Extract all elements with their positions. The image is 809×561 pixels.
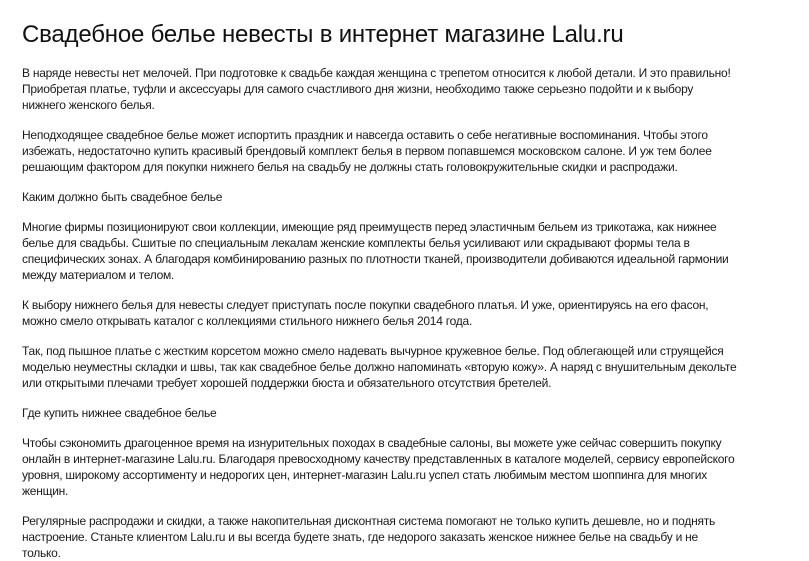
text-line: настроение. Станьте клиентом Lalu.ru и вы всегда будете знать, где недорого заказать женское нижнее белье на свадьбу и не [22, 530, 698, 544]
paragraph [22, 219, 809, 283]
text-line: можно смело открывать каталог с коллекциями стильного нижнего белья 2014 года. [22, 314, 473, 328]
text-line: между материалом и телом. [22, 268, 175, 282]
paragraph [22, 343, 809, 391]
text-line: Каким должно быть свадебное белье [22, 190, 223, 204]
section-heading [22, 405, 809, 421]
text-line: Многие фирмы позиционируют свои коллекции, имеющие ряд преимуществ перед эластичным бельем из трикотажа, как нижнее [22, 220, 717, 234]
text-line: или открытыми плечами требует хорошей поддержки бюста и обязательного отсутствия бретелей. [22, 376, 552, 390]
text-line: Так, под пышное платье с жестким корсетом можно смело надевать вычурное кружевное белье. Под облегающей или струящейся [22, 344, 724, 358]
article-body [22, 65, 809, 561]
text-line: Неподходящее свадебное белье может испортить праздник и навсегда оставить о себе негативные воспоминания. Чтобы этого [22, 128, 708, 142]
paragraph [22, 65, 809, 113]
text-line: Приобретая платье, туфли и аксессуары для самого счастливого дня жизни, необходимо также серьезно подойти и к выбору [22, 82, 694, 96]
paragraph [22, 127, 809, 175]
text-line: Регулярные распродажи и скидки, а также накопительная дисконтная система помогают не только купить дешевле, но и поднять [22, 514, 715, 528]
text-line: Где купить нижнее свадебное белье [22, 406, 217, 420]
text-line: нижнего женского белья. [22, 98, 155, 112]
page-title: Свадебное белье невесты в интернет магазине Lalu.ru [22, 21, 624, 48]
section-heading [22, 189, 809, 205]
text-line: уровня, широкому ассортименту и недорогих цен, интернет-магазин Lalu.ru успел стать любимым местом шоппинга для многих [22, 468, 707, 482]
text-line: Чтобы сэкономить драгоценное время на изнурительных походах в свадебные салоны, вы можете уже сейчас совершить покупку [22, 436, 722, 450]
text-line: онлайн в интернет-магазине Lalu.ru. Благодаря превосходному качеству представленных в каталоге моделей, сервису европейского [22, 452, 735, 466]
paragraph [22, 435, 809, 499]
text-line: моделью неуместны складки и швы, так как свадебное белье должно напоминать «вторую кожу». А наряд с внушительным декольте [22, 360, 737, 374]
text-line: женщин. [22, 484, 69, 498]
text-line: специфических зонах. А благодаря комбинированию разных по плотности тканей, производители добиваются идеальной гармонии [22, 252, 729, 266]
text-line: только. [22, 546, 61, 560]
text-line: К выбору нижнего белья для невесты следует приступать после покупки свадебного платья. И уже, ориентируясь на его фасон, [22, 298, 709, 312]
paragraph [22, 297, 809, 329]
text-line: белье для свадьбы. Сшитые по специальным лекалам женские комплекты белья усиливают или скрадывают формы тела в [22, 236, 690, 250]
text-line: решающим фактором для покупки нижнего белья на свадьбу не должны стать головокружительные скидки и распродажи. [22, 160, 678, 174]
text-line: избежать, недостаточно купить красивый брендовый комплект белья в первом попавшемся московском салоне. И уж тем более [22, 144, 712, 158]
text-line: В наряде невесты нет мелочей. При подготовке к свадьбе каждая женщина с трепетом относится к любой детали. И это правильно! [22, 66, 731, 80]
